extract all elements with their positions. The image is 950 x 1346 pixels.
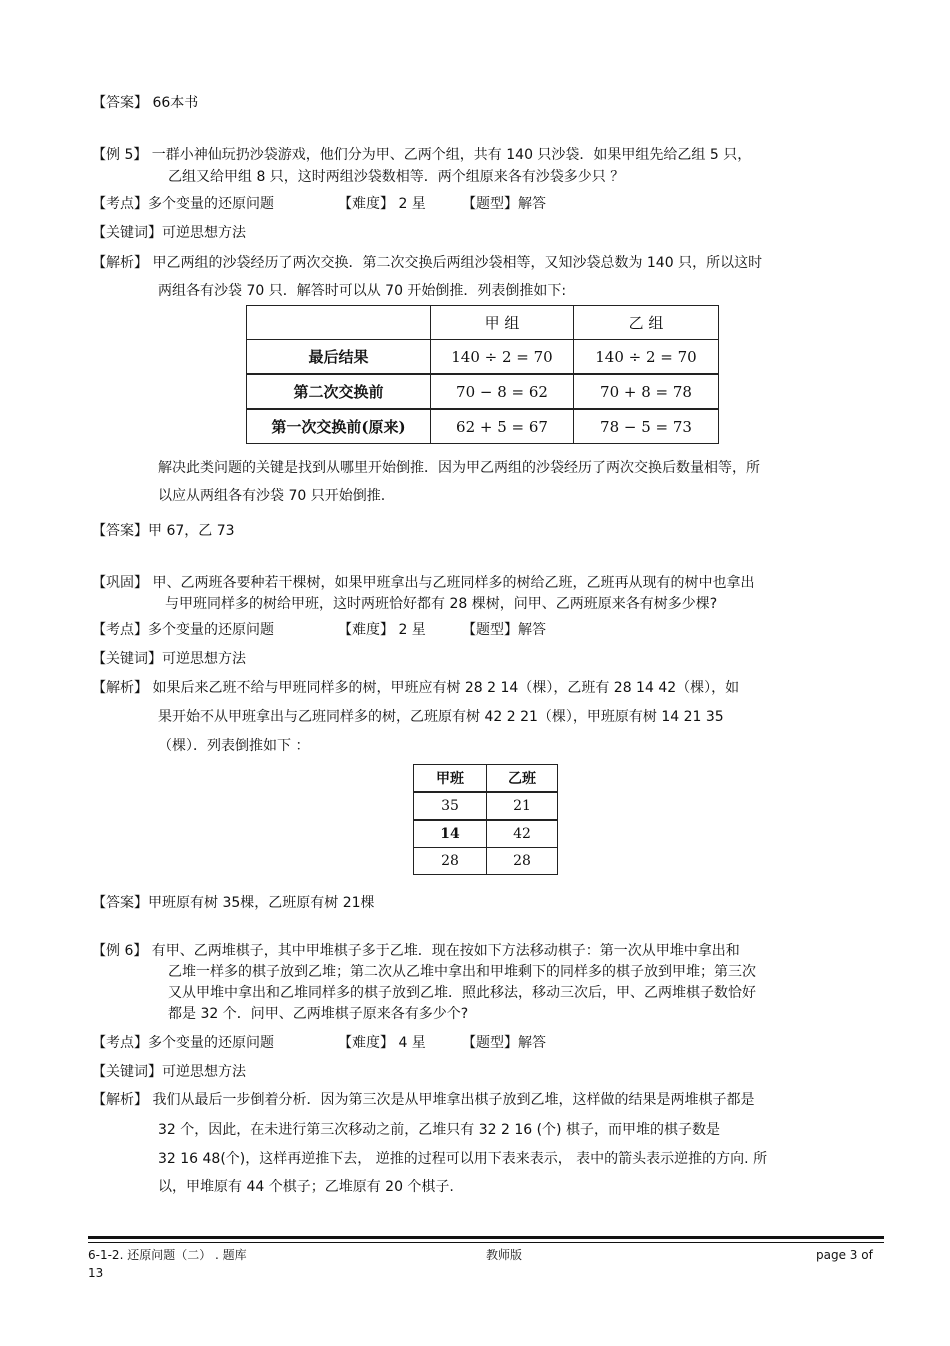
gonggu-kaodian: 【考点】多个变量的还原问题 bbox=[92, 622, 274, 638]
table-row bbox=[247, 340, 719, 375]
table-cell: 140 ÷ 2 = 70 bbox=[574, 340, 719, 375]
gonggu-jiexi-line3: （棵）．列表倒推如下 ： bbox=[158, 738, 310, 754]
gonggu-question-line1: 【巩固】 甲、乙两班各要种若干棵树，如果甲班拿出与乙班同样多的树给乙班，乙班再从现有的树中也拿出 bbox=[92, 575, 755, 591]
ex6-question-line3: 又从甲堆中拿出和乙堆同样多的棋子放到乙堆．照此移法，移动三次后，甲、乙两堆棋子数恰好 bbox=[168, 985, 756, 1001]
ex6-jiexi-line2: 32 个，因此，在未进行第三次移动之前，乙堆只有 32 2 16 (个) 棋子，而甲堆的棋子数是 bbox=[158, 1122, 720, 1138]
gonggu-answer: 【答案】甲班原有树 35棵，乙班原有树 21棵 bbox=[92, 895, 375, 911]
gonggu-jiexi-line2: 果开始不从甲班拿出与乙班同样多的树，乙班原有树 42 2 21（棵），甲班原有树 14 21 35 bbox=[158, 709, 724, 725]
gonggu-table bbox=[413, 764, 558, 875]
ex5-jiexi-line1: 【解析】 甲乙两组的沙袋经历了两次交换．第二次交换后两组沙袋相等，又知沙袋总数为 140 只，所以这时 bbox=[92, 255, 763, 271]
table-header-jia: 甲 组 bbox=[431, 306, 574, 340]
table-header-jiaban: 甲班 bbox=[414, 765, 487, 793]
table-row bbox=[414, 848, 558, 875]
table-row bbox=[414, 792, 558, 820]
table-header-yi: 乙 组 bbox=[574, 306, 719, 340]
gonggu-tixing: 【题型】解答 bbox=[462, 622, 546, 638]
ex5-question-line1: 【例 5】 一群小神仙玩扔沙袋游戏，他们分为甲、乙两个组，共有 140 只沙袋．如果甲组先给乙组 5 只， bbox=[92, 147, 752, 163]
table-cell: 140 ÷ 2 = 70 bbox=[431, 340, 574, 375]
footer-left: 6-1-2. 还原问题（二） . 题库 bbox=[88, 1248, 247, 1262]
gonggu-nandu: 【难度】 2 星 bbox=[338, 622, 426, 638]
table-row bbox=[247, 409, 719, 444]
footer-page: page 3 of bbox=[816, 1248, 873, 1262]
table-cell: 14 bbox=[414, 820, 487, 848]
ex5-after-line2: 以应从两组各有沙袋 70 只开始倒推. bbox=[158, 488, 386, 504]
table-cell: 第一次交换前(原来) bbox=[247, 409, 431, 444]
table-cell: 78 − 5 = 73 bbox=[574, 409, 719, 444]
gonggu-jiexi-line1: 【解析】 如果后来乙班不给与甲班同样多的树，甲班应有树 28 2 14（棵），乙班有 28 14 42（棵），如 bbox=[92, 680, 740, 696]
table-cell: 70 + 8 = 78 bbox=[574, 374, 719, 409]
ex5-kaodian: 【考点】多个变量的还原问题 bbox=[92, 196, 274, 212]
table-cell: 62 + 5 = 67 bbox=[431, 409, 574, 444]
footer-divider-thin bbox=[88, 1242, 884, 1243]
ex6-nandu: 【难度】 4 星 bbox=[338, 1035, 426, 1051]
ex6-question-line2: 乙堆一样多的棋子放到乙堆；第二次从乙堆中拿出和甲堆剩下的同样多的棋子放到甲堆；第三次 bbox=[168, 964, 756, 980]
table-cell: 21 bbox=[487, 792, 558, 820]
table-cell: 42 bbox=[487, 820, 558, 848]
ex5-nandu: 【难度】 2 星 bbox=[338, 196, 426, 212]
table-cell: 第二次交换前 bbox=[247, 374, 431, 409]
table-cell bbox=[247, 306, 431, 340]
answer-top: 【答案】 66本书 bbox=[92, 95, 199, 111]
ex6-keyword: 【关键词】可逆思想方法 bbox=[92, 1064, 246, 1080]
table-header-yiban: 乙班 bbox=[487, 765, 558, 793]
ex6-kaodian: 【考点】多个变量的还原问题 bbox=[92, 1035, 274, 1051]
gonggu-keyword: 【关键词】可逆思想方法 bbox=[92, 651, 246, 667]
ex5-table bbox=[246, 305, 719, 444]
gonggu-question-line2: 与甲班同样多的树给甲班，这时两班恰好都有 28 棵树，问甲、乙两班原来各有树多少棵? bbox=[165, 596, 718, 612]
table-cell: 最后结果 bbox=[247, 340, 431, 375]
table-cell: 70 − 8 = 62 bbox=[431, 374, 574, 409]
table-row bbox=[247, 306, 719, 340]
table-row bbox=[414, 765, 558, 793]
ex5-question-line2: 乙组又给甲组 8 只，这时两组沙袋数相等．两个组原来各有沙袋多少只 ？ bbox=[168, 169, 625, 185]
ex6-jiexi-line4: 以，甲堆原有 44 个棋子；乙堆原有 20 个棋子. bbox=[158, 1179, 454, 1195]
table-cell: 35 bbox=[414, 792, 487, 820]
ex5-keyword: 【关键词】可逆思想方法 bbox=[92, 225, 246, 241]
table-cell: 28 bbox=[414, 848, 487, 875]
footer-center: 教师版 bbox=[486, 1248, 523, 1262]
ex5-answer: 【答案】甲 67，乙 73 bbox=[92, 523, 235, 539]
ex6-jiexi-line1: 【解析】 我们从最后一步倒着分析．因为第三次是从甲堆拿出棋子放到乙堆，这样做的结果是两堆棋子都是 bbox=[92, 1092, 755, 1108]
table-row bbox=[414, 820, 558, 848]
ex6-tixing: 【题型】解答 bbox=[462, 1035, 546, 1051]
table-cell: 28 bbox=[487, 848, 558, 875]
footer-page-total: 13 bbox=[88, 1266, 104, 1280]
ex5-tixing: 【题型】解答 bbox=[462, 196, 546, 212]
ex6-jiexi-line3: 32 16 48(个)，这样再逆推下去， 逆推的过程可以用下表来表示， 表中的箭头表示逆推的方向. 所 bbox=[158, 1151, 768, 1167]
ex6-question-line1: 【例 6】 有甲、乙两堆棋子，其中甲堆棋子多于乙堆．现在按如下方法移动棋子：第一次从甲堆中拿出和 bbox=[92, 943, 740, 959]
table-row bbox=[247, 374, 719, 409]
ex5-after-line1: 解决此类问题的关键是找到从哪里开始倒推．因为甲乙两组的沙袋经历了两次交换后数量相等，所 bbox=[158, 460, 760, 476]
ex5-jiexi-line2: 两组各有沙袋 70 只．解答时可以从 70 开始倒推．列表倒推如下: bbox=[158, 283, 567, 299]
ex6-question-line4: 都是 32 个．问甲、乙两堆棋子原来各有多少个? bbox=[168, 1006, 469, 1022]
footer-divider bbox=[88, 1236, 884, 1239]
